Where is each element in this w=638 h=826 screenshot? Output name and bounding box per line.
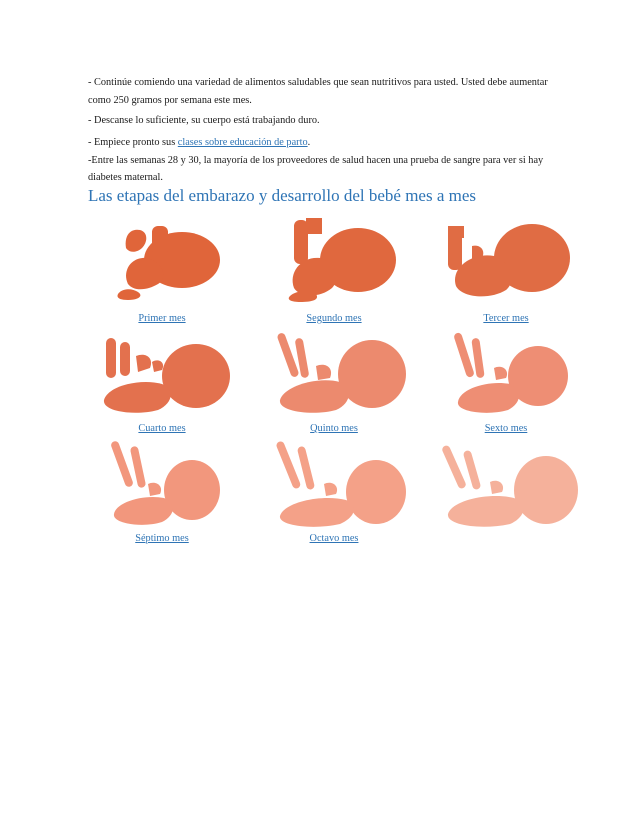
fetus-illustration xyxy=(448,330,572,418)
fetus-image-month-4 xyxy=(96,332,236,418)
stage-link-month-5[interactable]: Quinto mes xyxy=(310,423,358,434)
fetus-illustration xyxy=(96,332,236,418)
fetus-illustration xyxy=(276,214,400,302)
fetus-illustration xyxy=(440,438,580,530)
stage-link-month-6[interactable]: Sexto mes xyxy=(484,423,528,434)
stage-link-month-7[interactable]: Séptimo mes xyxy=(135,533,189,544)
fetus-illustration xyxy=(442,216,572,302)
fetus-image-month-6 xyxy=(448,330,572,418)
fetus-image-month-2 xyxy=(276,214,400,302)
fetus-illustration xyxy=(108,218,228,300)
childbirth-classes-link[interactable]: clases sobre educación de parto xyxy=(177,137,308,148)
fetus-image-month-1 xyxy=(108,218,228,300)
stage-link-month-1[interactable]: Primer mes xyxy=(138,313,186,324)
paragraph-diabetes: -Entre las semanas 28 y 30, la mayoría de los proveedores de salud hacen una prueba de sangre para ver si hay diabetes maternal. xyxy=(88,154,544,183)
paragraph-rest: - Descanse lo suficiente, su cuerpo está trabajando duro. xyxy=(88,115,320,126)
stage-link-month-4[interactable]: Cuarto mes xyxy=(138,423,186,434)
fetus-image-month-5 xyxy=(270,330,410,418)
classes-suffix: . xyxy=(307,137,311,148)
fetus-illustration xyxy=(270,330,410,418)
fetus-image-month-9 xyxy=(440,438,580,530)
fetus-image-month-7 xyxy=(104,440,224,528)
section-heading: Las etapas del embarazo y desarrollo del bebé mes a mes xyxy=(88,186,477,205)
stage-link-month-3[interactable]: Tercer mes xyxy=(483,313,529,324)
paragraph-eating: - Continúe comiendo una variedad de alimentos saludables que sean nutritivos para usted. Usted debe aumentar como 250 gramos por semana este mes. xyxy=(88,77,548,106)
stage-link-month-8[interactable]: Octavo mes xyxy=(309,533,359,544)
fetus-image-month-8 xyxy=(272,438,410,530)
fetus-image-month-3 xyxy=(442,216,572,302)
fetus-illustration xyxy=(272,438,410,530)
stage-link-month-2[interactable]: Segundo mes xyxy=(306,313,362,324)
classes-prefix: - Empiece pronto sus xyxy=(88,137,178,148)
fetus-illustration xyxy=(104,440,224,528)
